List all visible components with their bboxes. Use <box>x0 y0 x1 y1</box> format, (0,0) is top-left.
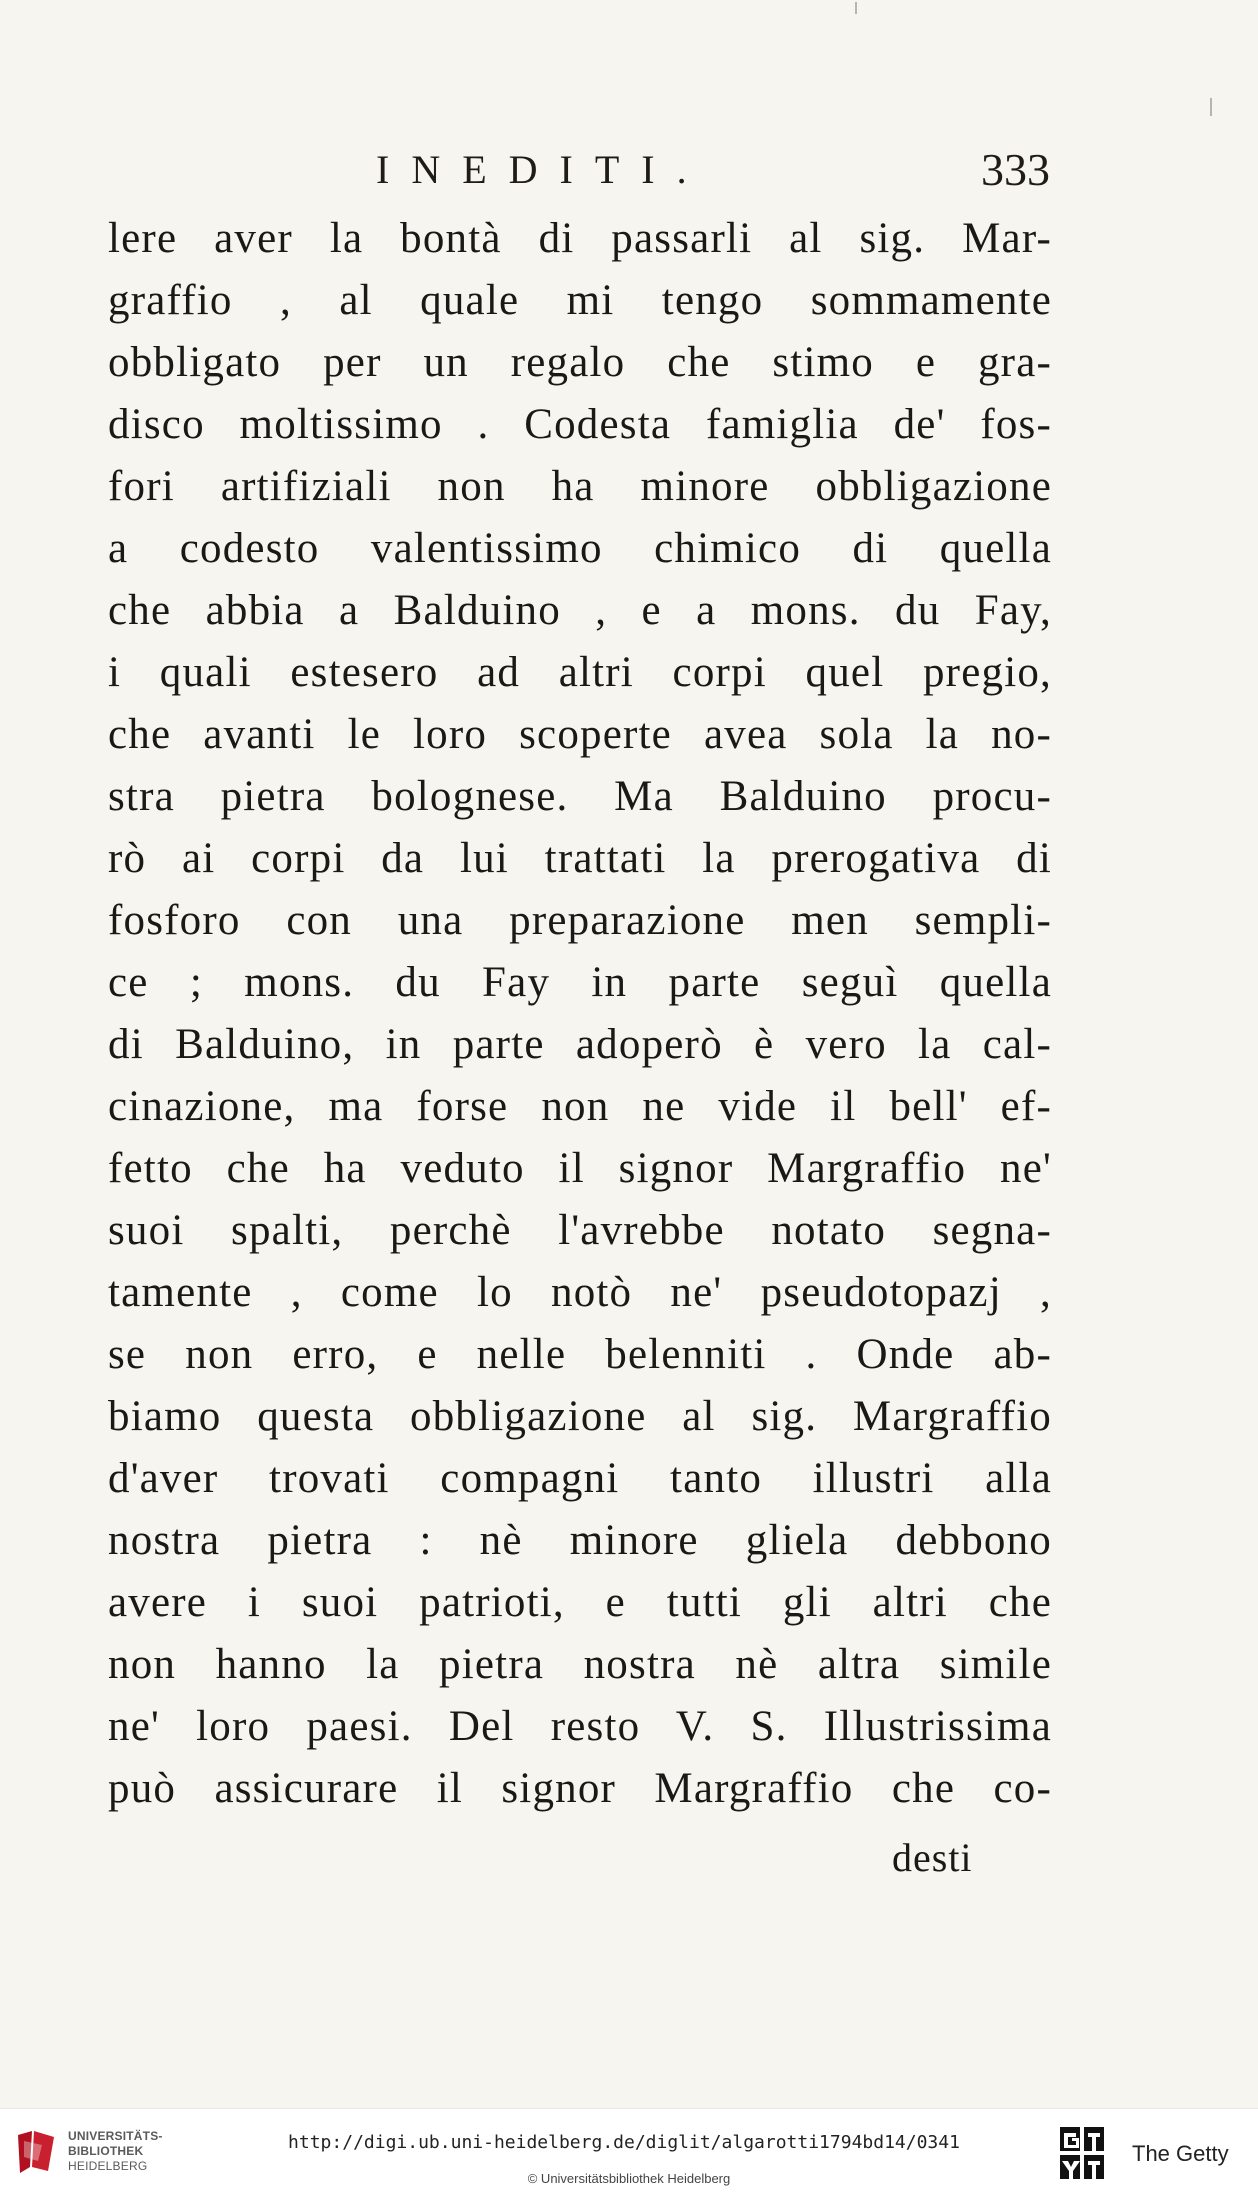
text-line: suoi spalti, perchè l'avrebbe notato segna- <box>108 1207 1052 1254</box>
page-header <box>108 140 1068 200</box>
partner-name: The Getty <box>1132 2141 1229 2166</box>
text-line: tamente , come lo notò ne' pseudotopazj , <box>108 1269 1052 1316</box>
text-line: rò ai corpi da lui trattati la prerogativa di <box>108 835 1052 882</box>
library-name-line: UNIVERSITÄTS- <box>68 2129 163 2143</box>
text-line: avere i suoi patrioti, e tutti gli altri che <box>108 1579 1052 1626</box>
text-line: a codesto valentissimo chimico di quella <box>108 525 1052 572</box>
running-head: INEDITI. <box>376 147 709 192</box>
viewer-footer <box>0 2108 1258 2200</box>
page-edge-mark <box>855 2 857 14</box>
text-line: fetto che ha veduto il signor Margraffio ne' <box>108 1145 1052 1192</box>
text-line: lere aver la bontà di passarli al sig. Mar- <box>108 215 1052 262</box>
text-line: ce ; mons. du Fay in parte seguì quella <box>108 959 1052 1006</box>
text-line: cinazione, ma forse non ne vide il bell' ef- <box>108 1083 1052 1130</box>
text-line: di Balduino, in parte adoperò è vero la cal- <box>108 1021 1052 1068</box>
text-line: se non erro, e nelle belenniti . Onde ab- <box>108 1331 1052 1378</box>
library-name-line: BIBLIOTHEK <box>68 2144 144 2158</box>
text-line: può assicurare il signor Margraffio che co- <box>108 1765 1052 1812</box>
library-emblem-icon <box>14 2127 58 2177</box>
library-logo[interactable] <box>14 2127 174 2179</box>
catchword: desti <box>892 1835 973 1880</box>
page-edge-mark <box>1210 98 1212 116</box>
text-line: graffio , al quale mi tengo sommamente <box>108 277 1052 324</box>
library-name-line: HEIDELBERG <box>68 2159 148 2173</box>
body-text <box>108 208 1052 1820</box>
text-line: disco moltissimo . Codesta famiglia de' fos- <box>108 401 1052 448</box>
text-line: biamo questa obbligazione al sig. Margraffio <box>108 1393 1052 1440</box>
text-line: nostra pietra : nè minore gliela debbono <box>108 1517 1052 1564</box>
text-line: non hanno la pietra nostra nè altra simile <box>108 1641 1052 1688</box>
text-line: stra pietra bolognese. Ma Balduino procu- <box>108 773 1052 820</box>
text-line: fori artifiziali non ha minore obbligazione <box>108 463 1052 510</box>
text-line: d'aver trovati compagni tanto illustri alla <box>108 1455 1052 1502</box>
text-line: che abbia a Balduino , e a mons. du Fay, <box>108 587 1052 634</box>
text-line: che avanti le loro scoperte avea sola la no- <box>108 711 1052 758</box>
permalink-url[interactable]: http://digi.ub.uni-heidelberg.de/diglit/algarotti1794bd14/0341 <box>288 2132 960 2153</box>
copyright-notice: © Universitätsbibliothek Heidelberg <box>527 2171 731 2186</box>
text-line: obbligato per un regalo che stimo e gra- <box>108 339 1052 386</box>
getty-logo-icon[interactable] <box>1058 2125 1106 2181</box>
text-line: ne' loro paesi. Del resto V. S. Illustrissima <box>108 1703 1052 1750</box>
page-number: 333 <box>981 144 1050 195</box>
text-line: fosforo con una preparazione men sempli- <box>108 897 1052 944</box>
library-name <box>68 2129 163 2174</box>
text-line: i quali estesero ad altri corpi quel pregio, <box>108 649 1052 696</box>
